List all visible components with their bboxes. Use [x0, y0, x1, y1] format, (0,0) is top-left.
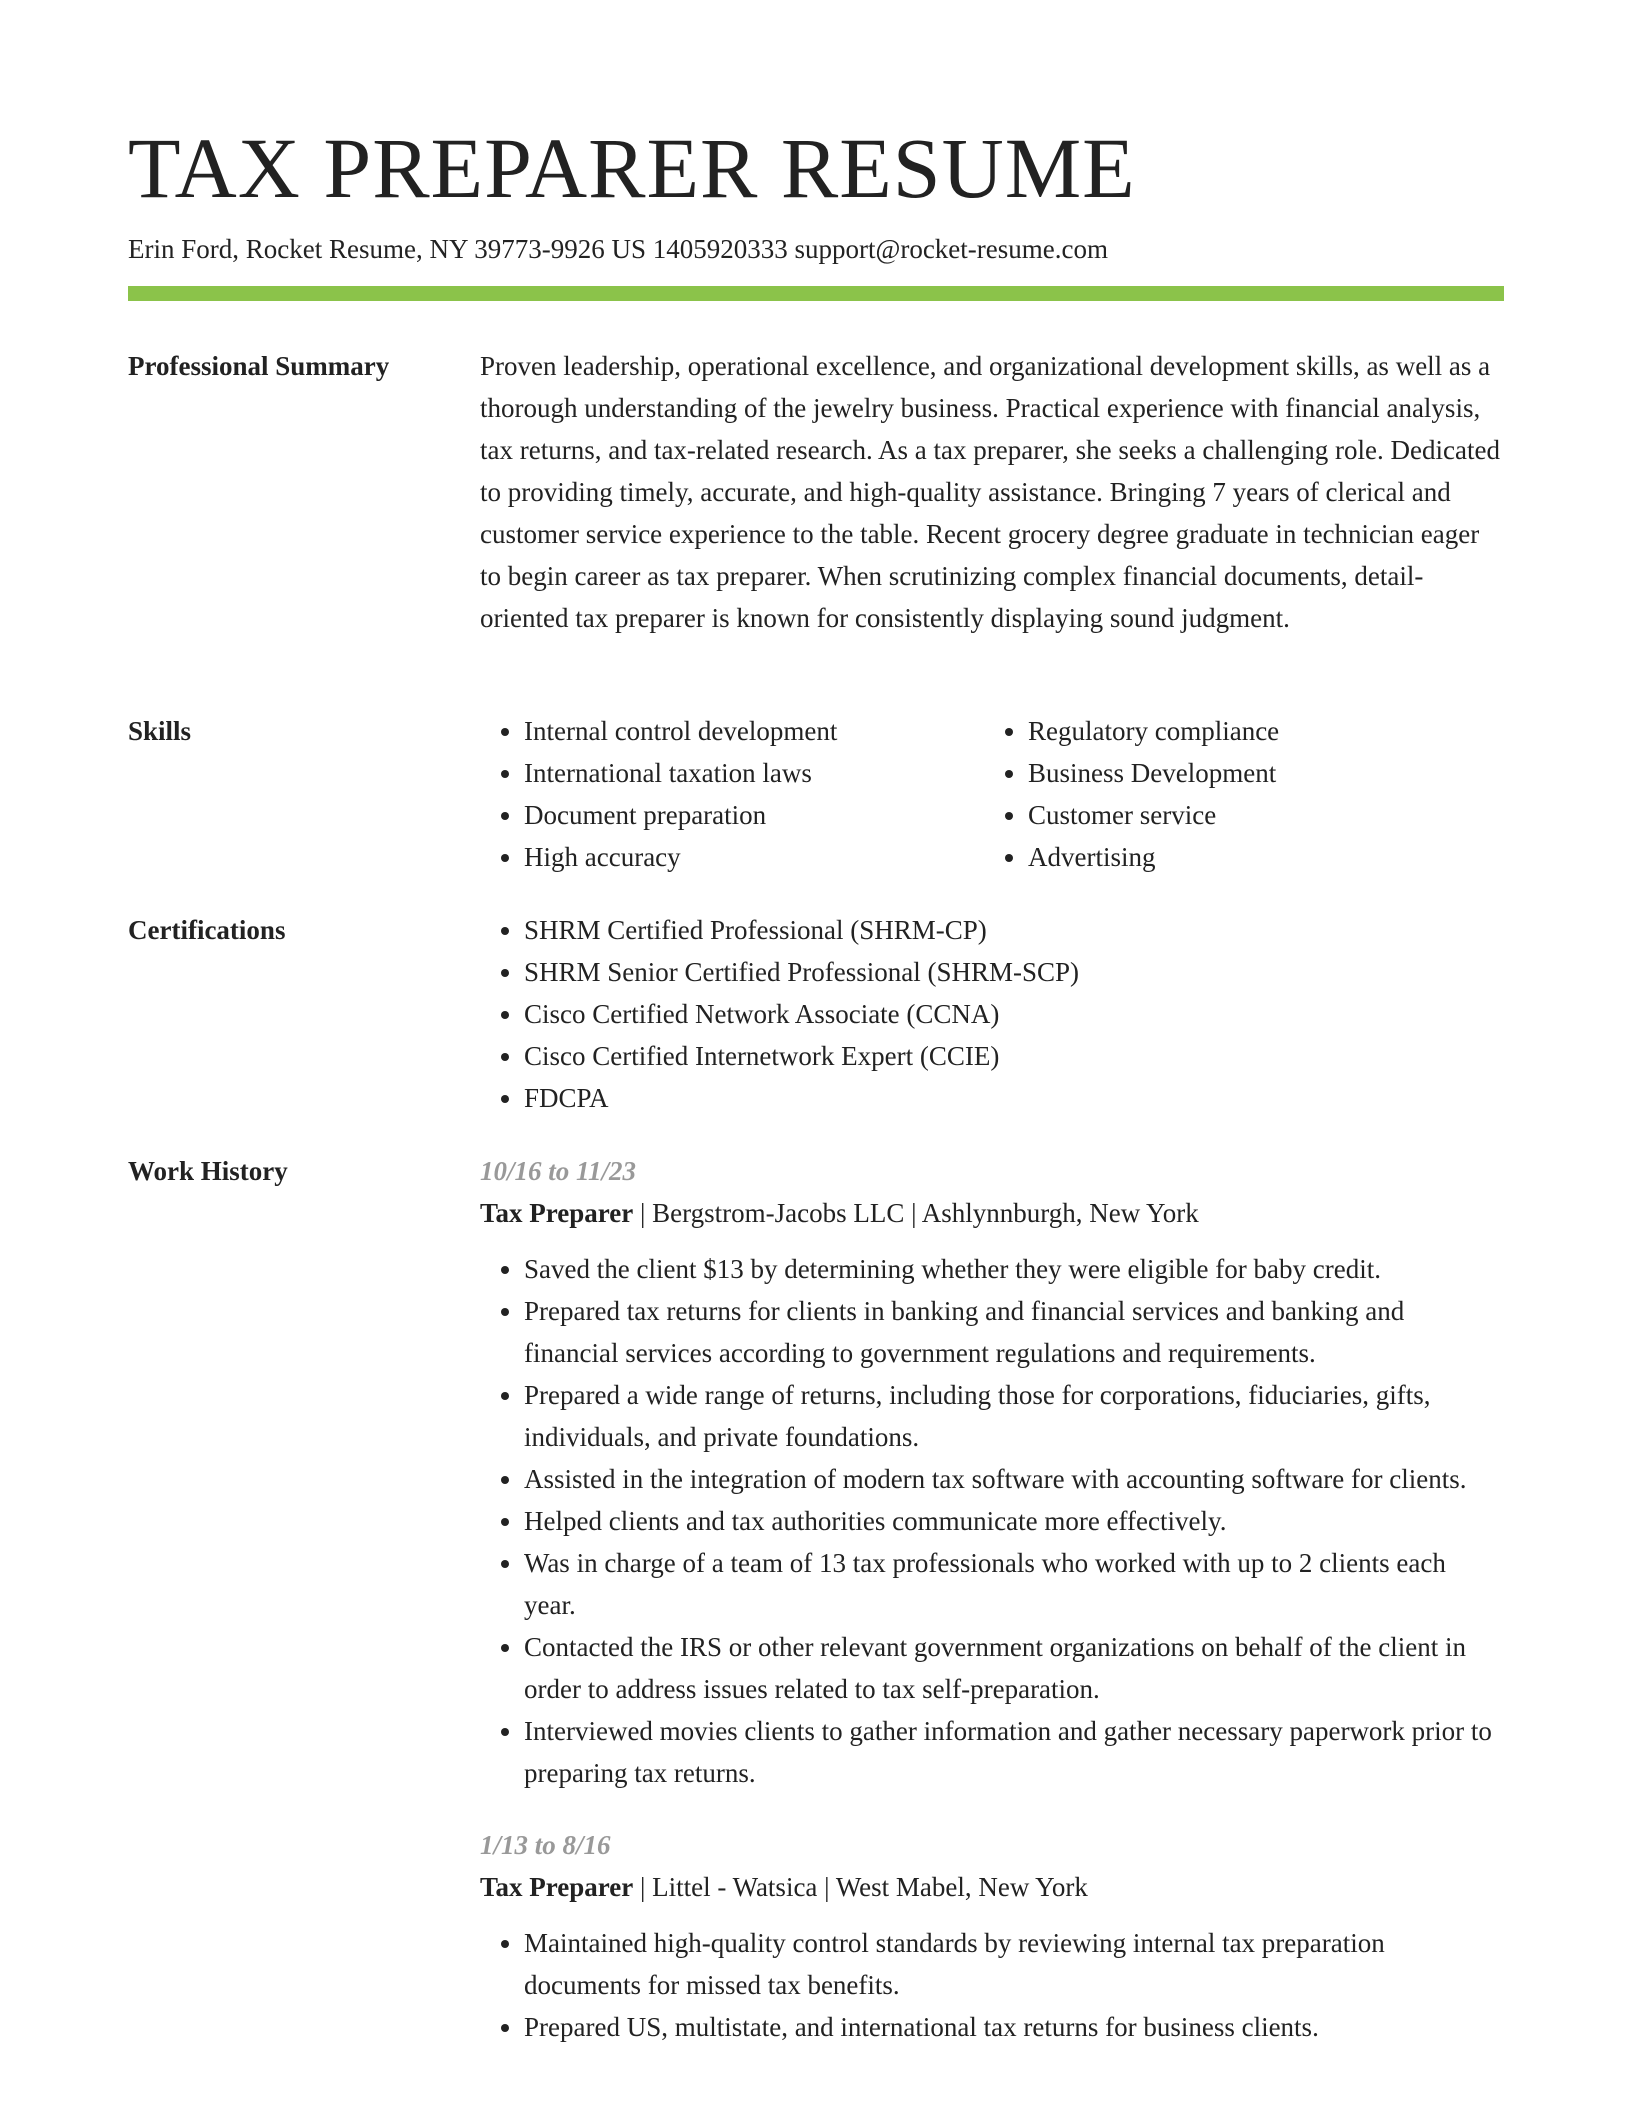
skills-list-2 [984, 710, 1488, 878]
certification-item: • SHRM Certified Professional (SHRM-CP) [524, 909, 1504, 951]
job-bullet: • Assisted in the integration of modern tax software with accounting software for clients. [524, 1458, 1504, 1500]
summary-body [480, 345, 1504, 639]
skills-heading: Skills [128, 716, 192, 746]
certification-item: • SHRM Senior Certified Professional (SHRM-SCP) [524, 951, 1504, 993]
job-bullets [480, 1248, 1504, 1794]
job-bullet: • Prepared tax returns for clients in banking and financial services and banking and financial services according to government regulations and requirements. [524, 1290, 1504, 1374]
skill-item: • Customer service [1028, 794, 1488, 836]
summary-text: Proven leadership, operational excellence, and organizational development skills, as well as a thorough understanding of the jewelry business. Practical experience with financial analysis, tax returns, and tax-related research. As a tax preparer, she seeks a challenging role. Dedicated to providing timely, accurate, and high-quality assistance. Bringing 7 years of clerical and customer service experience to the table. Recent grocery degree graduate in technician eager to begin career as tax preparer. When scrutinizing complex financial documents, detail-oriented tax preparer is known for consistently displaying sound judgment. [480, 351, 1500, 633]
job-heading [480, 1192, 1504, 1234]
job-dates: 10/16 to 11/23 [480, 1156, 637, 1186]
contact-line: Erin Ford, Rocket Resume, NY 39773-9926 US 1405920333 support@rocket-resume.com [128, 234, 1108, 264]
skills-columns [480, 710, 1504, 878]
certifications-body [480, 909, 1504, 1119]
certifications-list [480, 909, 1504, 1119]
skill-item: • Internal control development [524, 710, 984, 752]
job-entry [480, 1824, 1504, 2048]
header-divider [128, 286, 1504, 301]
skills-list-1 [480, 710, 984, 878]
skill-item: • High accuracy [524, 836, 984, 878]
skills-column-1 [480, 710, 984, 878]
work-history-body [480, 1150, 1504, 2078]
skill-item: • Advertising [1028, 836, 1488, 878]
job-heading [480, 1866, 1504, 1908]
job-bullet: • Was in charge of a team of 13 tax professionals who worked with up to 2 clients each year. [524, 1542, 1504, 1626]
certification-item: • Cisco Certified Network Associate (CCNA) [524, 993, 1504, 1035]
job-bullet: • Prepared US, multistate, and international tax returns for business clients. [524, 2006, 1504, 2048]
job-bullet: • Prepared a wide range of returns, including those for corporations, fiduciaries, gifts, individuals, and private foundations. [524, 1374, 1504, 1458]
job-title: Tax Preparer [480, 1872, 634, 1902]
job-bullet: • Interviewed movies clients to gather information and gather necessary paperwork prior to preparing tax returns. [524, 1710, 1504, 1794]
skill-item: • Regulatory compliance [1028, 710, 1488, 752]
certifications-heading: Certifications [128, 915, 286, 945]
certification-item: • FDCPA [524, 1077, 1504, 1119]
job-bullets [480, 1922, 1504, 2048]
job-bullet: • Saved the client $13 by determining whether they were eligible for baby credit. [524, 1248, 1504, 1290]
job-title: Tax Preparer [480, 1198, 634, 1228]
certification-item: • Cisco Certified Internetwork Expert (CCIE) [524, 1035, 1504, 1077]
job-bullet: • Maintained high-quality control standards by reviewing internal tax preparation documents for missed tax benefits. [524, 1922, 1504, 2006]
summary-heading: Professional Summary [128, 351, 390, 381]
job-bullet: • Helped clients and tax authorities communicate more effectively. [524, 1500, 1504, 1542]
job-bullet: • Contacted the IRS or other relevant government organizations on behalf of the client in order to address issues related to tax self-preparation. [524, 1626, 1504, 1710]
skills-body [480, 710, 1504, 878]
skill-item: • International taxation laws [524, 752, 984, 794]
job-employer-location: | Littel - Watsica | West Mabel, New York [633, 1872, 1088, 1902]
skill-item: • Business Development [1028, 752, 1488, 794]
work-history-heading: Work History [128, 1156, 288, 1186]
skills-column-2 [984, 710, 1488, 878]
page-title: TAX PREPARER RESUME [128, 120, 1136, 216]
skill-item: • Document preparation [524, 794, 984, 836]
job-entry [480, 1150, 1504, 1794]
job-dates: 1/13 to 8/16 [480, 1830, 611, 1860]
job-employer-location: | Bergstrom-Jacobs LLC | Ashlynnburgh, New York [633, 1198, 1199, 1228]
